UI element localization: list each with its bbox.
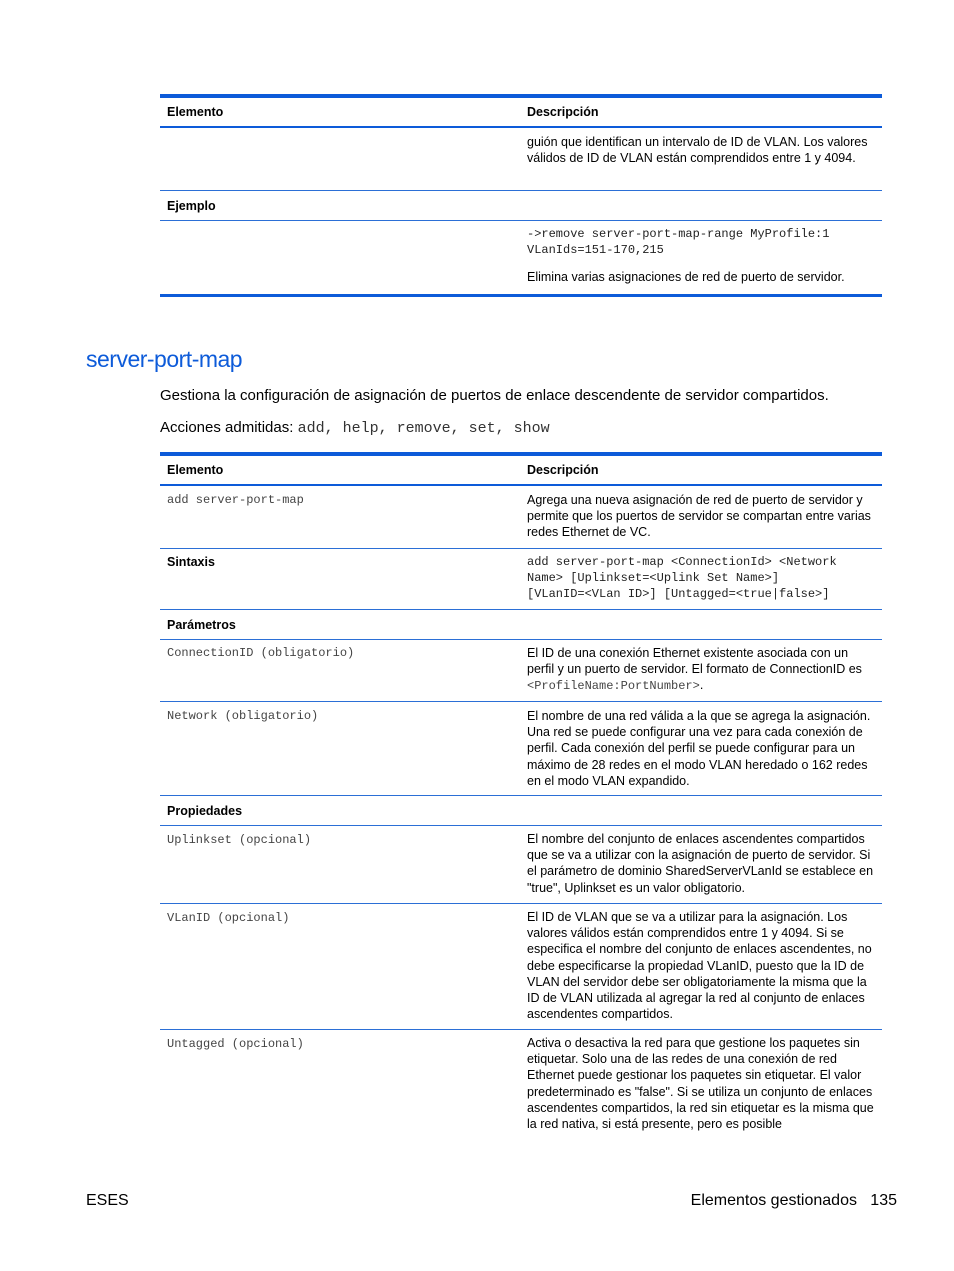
property-name: Untagged (opcional) [167,1037,304,1051]
table-continued [160,94,882,297]
table-row [160,128,882,190]
header-elemento: Elemento [167,105,224,119]
param-description-end: . [699,678,704,693]
property-description: Activa o desactiva la red para que gestione los paquetes sin etiquetar. Solo una de las redes de una conexión de red Ethernet puede gestionar los paquetes sin etiquetar. El valor predeterminado es "false". Si se utiliza un conjunto de enlaces ascendentes compartidos, la red sin etiquetar es la misma que la red nativa, si está presente, pero es posible [527,1036,874,1132]
properties-table [160,452,882,1135]
table-row [160,903,882,1029]
property-name: Uplinkset (opcional) [167,833,312,847]
supported-actions [160,419,550,437]
table-row [160,609,882,639]
actions-list: add, help, remove, set, show [297,420,550,437]
actions-label: Acciones admitidas [160,419,290,436]
row-description: guión que identifican un intervalo de ID de VLAN. Los valores válidos de ID de VLAN están comprendidos entre 1 y 4094. [527,135,868,166]
table-row [160,548,882,609]
example-code-line: VLanIds=151-170,215 [527,243,664,258]
property-name: VLanID (opcional) [167,911,290,925]
example-cell [521,221,882,294]
example-label: Ejemplo [167,198,216,213]
table-header [160,94,882,128]
property-description: El nombre del conjunto de enlaces ascendentes compartidos que se va a utilizar con la asignación de puerto de servidor. Si el parámetro de dominio SharedServerVLanId se establece en "true", Uplinkset es un valor obligatorio. [527,832,874,895]
parameters-label: Parámetros [167,617,236,632]
param-description [521,640,882,701]
table-header [160,452,882,486]
footer-language-code: ESES [86,1192,129,1209]
param-description-text: El ID de una conexión Ethernet existente asociada con un perfil y un puerto de servidor. El formato de ConnectionID es [527,646,862,677]
table-row [160,220,882,297]
properties-label: Propiedades [167,803,243,818]
command-name: add server-port-map [167,493,304,507]
example-code-line: ->remove server-port-map-range MyProfile:1 [527,227,830,241]
table-row [160,825,882,903]
param-name: ConnectionID (obligatorio) [167,646,355,660]
actions-separator: : [289,419,298,436]
table-row [160,639,882,701]
param-description: El nombre de una red válida a la que se agrega la asignación. Una red se puede configurar una vez para cada conexión de perfil. Cada conexión del perfil se puede configurar para un máximo de 28 redes en el modo VLAN heredado o 162 redes en el modo VLAN expandido. [527,709,871,788]
syntax-line: [VLanID=<VLan ID>] [Untagged=<true|false>] [527,587,830,602]
table-row [160,795,882,825]
header-descripcion: Descripción [527,105,599,119]
command-description: Agrega una nueva asignación de red de puerto de servidor y permite que los puertos de servidor se compartan entre varias redes Ethernet de VC. [527,493,871,540]
syntax-label: Sintaxis [167,555,215,569]
section-title: server-port-map [86,346,243,372]
param-format-code: <ProfileName:PortNumber> [527,679,700,694]
section-intro: Gestiona la configuración de asignación de puertos de enlace descendente de servidor compartidos. [160,387,829,404]
header-descripcion: Descripción [527,463,599,477]
example-description: Elimina varias asignaciones de red de puerto de servidor. [527,270,845,285]
syntax-cell [521,549,882,609]
table-row [160,190,882,220]
table-row [160,1029,882,1135]
table-row [160,486,882,548]
syntax-line: add server-port-map <ConnectionId> <Network [527,555,837,569]
table-row [160,701,882,795]
footer-page-info: Elementos gestionados 135 [690,1192,897,1209]
property-description: El ID de VLAN que se va a utilizar para la asignación. Los valores válidos están comprendidos entre 1 y 4094. Si se especifica el nombre del conjunto de enlaces ascendentes, no debe especificarse la propiedad VLanID, puesto que la ID de VLAN del servidor debe ser obligatoriamente la misma que la ID de VLAN utilizada al agregar la red al conjunto de enlaces ascendentes compartidos. [527,910,872,1022]
param-name: Network (obligatorio) [167,709,319,723]
header-elemento: Elemento [167,463,224,477]
syntax-line: Name> [Uplinkset=<Uplink Set Name>] [527,571,780,586]
